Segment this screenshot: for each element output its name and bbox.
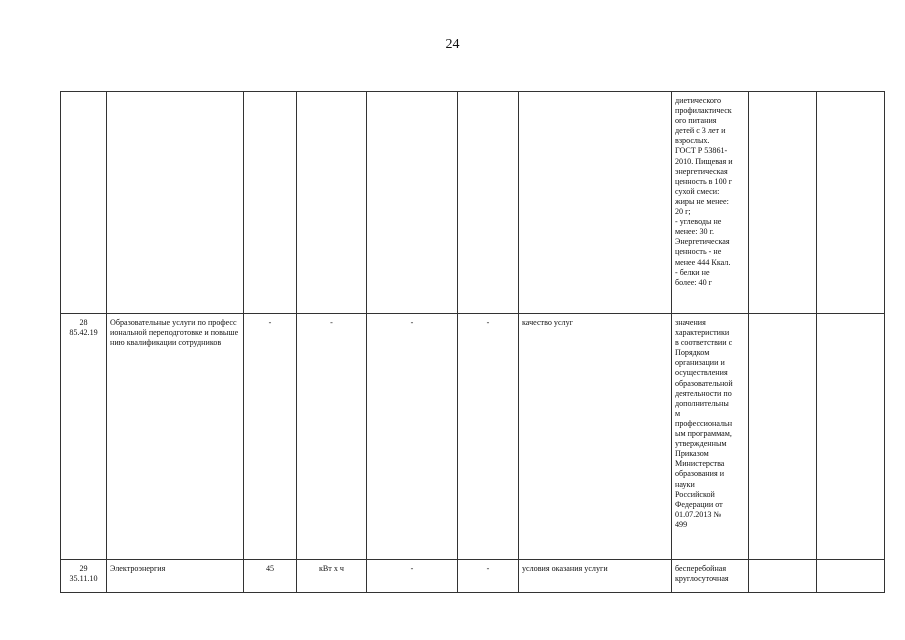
column-6-cell: -: [458, 560, 519, 593]
okpd2-code: 35.11.10: [69, 574, 98, 584]
column-10-cell: [817, 92, 885, 314]
characteristic-value-cell: [672, 560, 749, 593]
requirement-line: Энергетическая: [675, 237, 730, 247]
column-6-cell: [458, 92, 519, 314]
requirement-line: 2010. Пищевая и: [675, 156, 733, 166]
requirement-line: ГОСТ Р 53861-: [675, 146, 728, 156]
requirement-line: 20 г;: [675, 207, 691, 217]
requirement-line: 499: [675, 519, 688, 529]
unit-cell: [297, 92, 367, 314]
characteristic-name-cell: качество услуг: [519, 314, 672, 560]
row-number: 28: [79, 318, 88, 327]
row-number: 29: [79, 564, 88, 573]
unit-cell: кВт х ч: [297, 560, 367, 593]
requirement-line: значения: [675, 318, 706, 327]
row-number-cell: [61, 560, 107, 593]
requirement-line: взрослых.: [675, 136, 710, 146]
column-9-cell: [749, 314, 817, 560]
column-5-cell: -: [367, 314, 458, 560]
quantity-cell: 45: [244, 560, 297, 593]
table-row: [61, 560, 885, 593]
requirement-line: ым программам,: [675, 429, 732, 439]
column-5-cell: -: [367, 560, 458, 593]
column-9-cell: [749, 560, 817, 593]
page-number: 24: [445, 37, 460, 52]
okpd2-code: 85.42.19: [69, 328, 98, 338]
requirement-line: менее: 30 г.: [675, 227, 715, 237]
item-name-cell: Образовательные услуги по профессиональной переподготовке и повышению квалификации сотрудников: [107, 314, 244, 560]
row-number-cell: [61, 92, 107, 314]
unit-cell: -: [297, 314, 367, 560]
table-body: [61, 92, 885, 593]
requirement-line: утвержденным: [675, 439, 727, 449]
requirement-line: Федерации от: [675, 499, 723, 509]
requirement-line: энергетическая: [675, 166, 728, 176]
column-9-cell: [749, 92, 817, 314]
requirement-line: Порядком: [675, 348, 710, 358]
requirement-line: Российской: [675, 489, 715, 499]
requirement-line: диетического: [675, 96, 722, 105]
requirement-line: организации и: [675, 358, 725, 368]
quantity-cell: [244, 92, 297, 314]
requirement-line: профессиональн: [675, 418, 733, 428]
characteristic-name-cell: [519, 92, 672, 314]
requirement-line: образования и: [675, 469, 725, 479]
requirement-line: - белки не: [675, 267, 710, 277]
requirement-line: образовательной: [675, 378, 733, 388]
requirement-line: науки: [675, 479, 695, 489]
item-name-cell: [107, 92, 244, 314]
quantity-cell: -: [244, 314, 297, 560]
requirement-line: 01.07.2013 №: [675, 509, 722, 519]
requirement-line: в соответствии с: [675, 338, 733, 348]
requirement-line: ценность в 100 г: [675, 176, 733, 186]
requirement-line: деятельности по: [675, 388, 732, 398]
column-10-cell: [817, 560, 885, 593]
requirement-line: ого питания: [675, 116, 717, 126]
characteristic-value-cell: [672, 92, 749, 314]
requirement-line: дополнительны: [675, 398, 729, 408]
characteristic-name-cell: условия оказания услуги: [519, 560, 672, 593]
column-10-cell: [817, 314, 885, 560]
requirement-line: сухой смеси:: [675, 186, 720, 196]
requirement-line: Приказом: [675, 449, 709, 459]
requirement-line: Министерства: [675, 459, 725, 469]
table-row: [61, 92, 885, 314]
requirement-line: м: [675, 408, 681, 418]
requirement-line: жиры не менее:: [675, 196, 729, 206]
item-name-cell: Электроэнергия: [107, 560, 244, 593]
requirement-line: - углеводы не: [675, 217, 722, 227]
requirement-line: характеристики: [675, 328, 730, 338]
requirement-line: детей с 3 лет и: [675, 126, 726, 136]
requirement-line: профилактическ: [675, 106, 732, 116]
requirement-line: осуществления: [675, 368, 728, 378]
procurement-spec-table: [60, 91, 885, 593]
requirement-line: круглосуточная: [675, 574, 729, 584]
requirement-line: бесперебойная: [675, 564, 727, 573]
column-6-cell: -: [458, 314, 519, 560]
column-5-cell: [367, 92, 458, 314]
requirement-line: ценность - не: [675, 247, 722, 257]
characteristic-value-cell: [672, 314, 749, 560]
requirement-line: менее 444 Ккал.: [675, 257, 731, 267]
row-number-cell: [61, 314, 107, 560]
table-row: [61, 314, 885, 560]
requirement-line: более: 40 г: [675, 277, 712, 287]
